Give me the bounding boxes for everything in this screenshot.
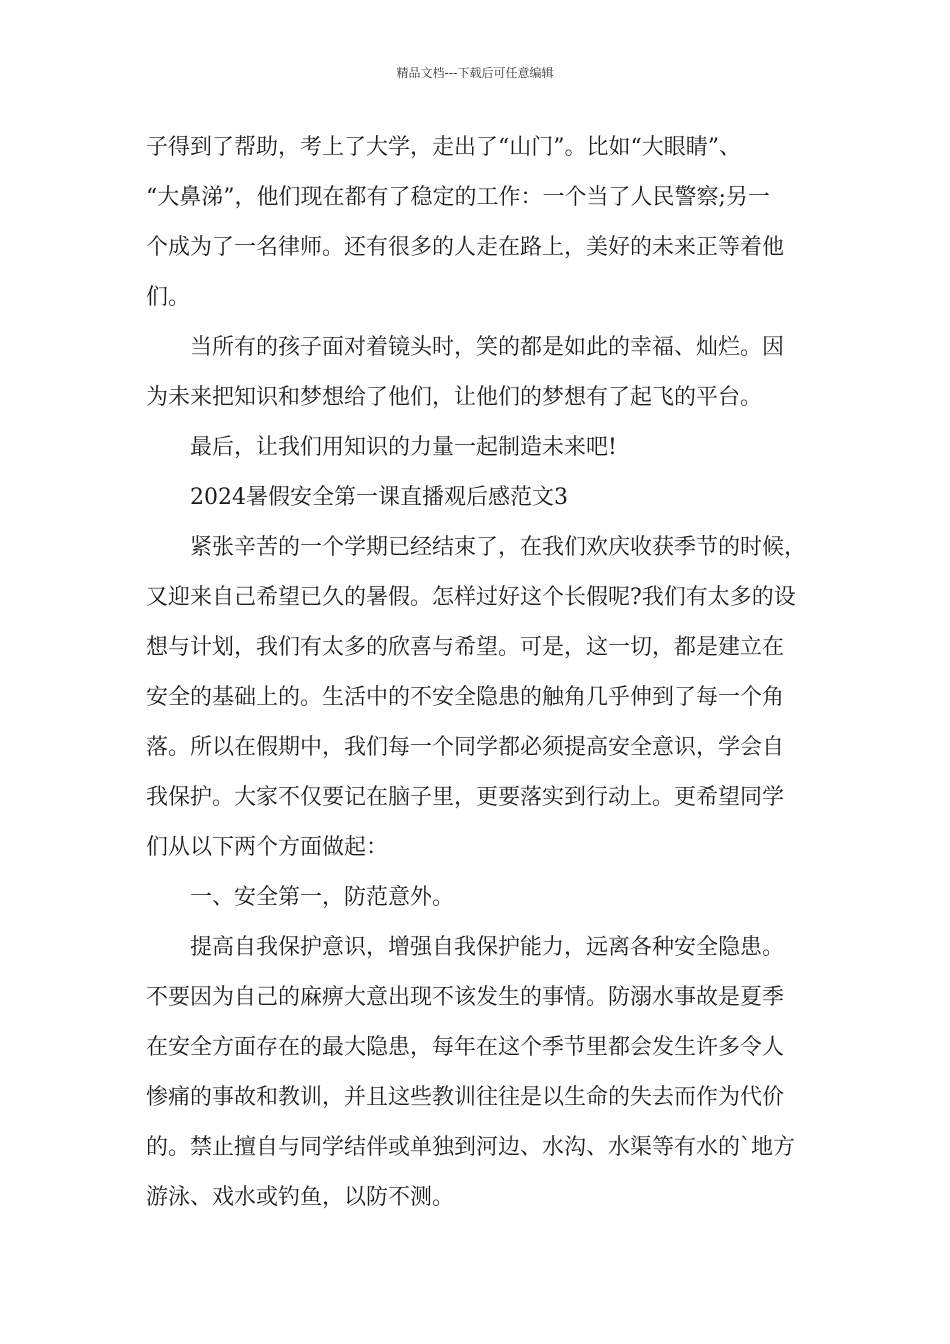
text-line: 想与计划，我们有太多的欣喜与希望。可是，这一切，都是建立在 (146, 635, 785, 660)
text-line: 最后，让我们用知识的力量一起制造未来吧! (190, 435, 617, 460)
text-line: 当所有的孩子面对着镜头时，笑的都是如此的幸福、灿烂。因 (190, 335, 785, 360)
text-line: 为未来把知识和梦想给了他们，让他们的梦想有了起飞的平台。 (146, 385, 763, 410)
section-heading: 2024暑假安全第一课直播观后感范文3 (190, 485, 568, 510)
text-line: 安全的基础上的。生活中的不安全隐患的触角几乎伸到了每一个角 (146, 685, 785, 710)
text-line: 紧张辛苦的一个学期已经结束了，在我们欢庆收获季节的时候， (190, 535, 807, 560)
text-line: 游泳、戏水或钓鱼，以防不测。 (146, 1185, 455, 1210)
text-line: 我保护。大家不仅要记在脑子里，更要落实到行动上。更希望同学 (146, 785, 785, 810)
text-line: 提高自我保护意识，增强自我保护能力，远离各种安全隐患。 (190, 935, 785, 960)
text-line: 惨痛的事故和教训，并且这些教训往往是以生命的失去而作为代价 (146, 1085, 785, 1110)
text-line: 子得到了帮助，考上了大学，走出了“山门”。比如“大眼睛”、 (146, 135, 741, 160)
text-line: 们从以下两个方面做起： (146, 835, 389, 860)
text-line: 个成为了一名律师。还有很多的人走在路上，美好的未来正等着他 (146, 235, 785, 260)
page-header: 精品文档---下载后可任意编辑 (396, 66, 554, 80)
text-line: 的。禁止擅自与同学结伴或单独到河边、水沟、水渠等有水的`地方 (146, 1135, 796, 1160)
text-line: 不要因为自己的麻痹大意出现不该发生的事情。防溺水事故是夏季 (146, 985, 785, 1010)
text-line: 在安全方面存在的最大隐患，每年在这个季节里都会发生许多令人 (146, 1035, 785, 1060)
text-line: 又迎来自己希望已久的暑假。怎样过好这个长假呢?我们有太多的设 (146, 585, 796, 610)
text-line: 落。所以在假期中，我们每一个同学都必须提高安全意识，学会自 (146, 735, 785, 760)
text-line: “大鼻涕”，他们现在都有了稳定的工作：一个当了人民警察;另一 (146, 185, 770, 210)
text-line: 们。 (146, 285, 191, 310)
subsection-heading: 一、安全第一，防范意外。 (190, 885, 455, 910)
document-body (146, 126, 806, 1226)
